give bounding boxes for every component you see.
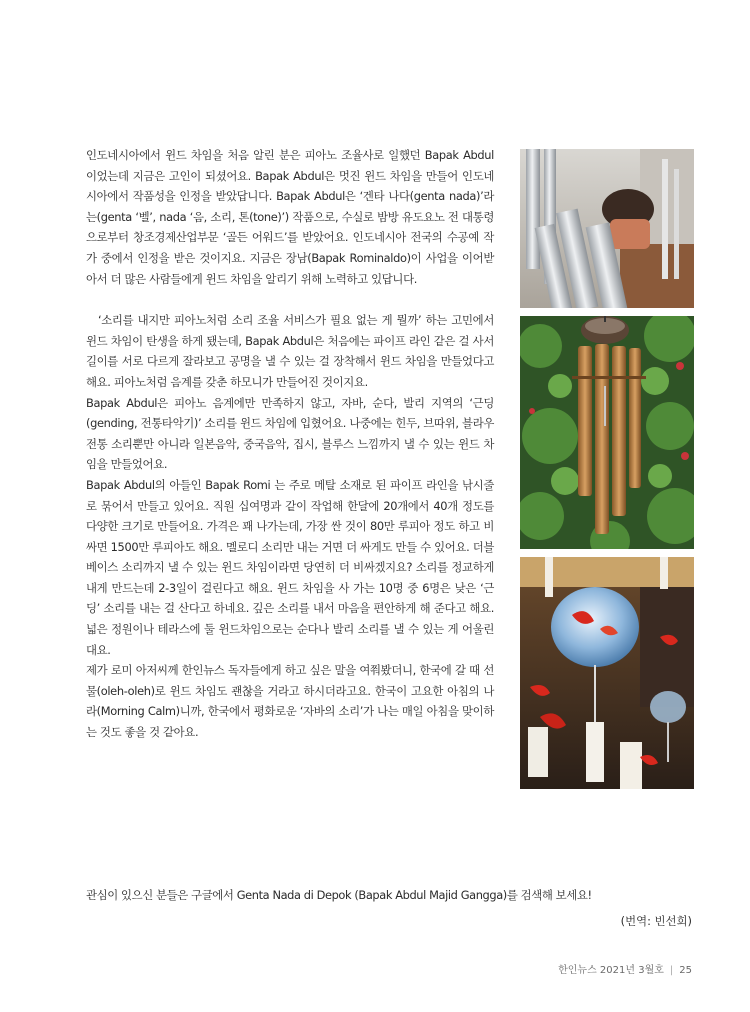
metal-chime-workshop-photo <box>520 149 694 308</box>
page-footer <box>558 961 692 976</box>
paragraph-4: Bapak Abdul의 아들인 Bapak Romi 는 주로 메탈 소재로 된 파이프 라인을 낚시줄로 묶어서 만들고 있어요. 직원 십여명과 같이 작업해 한달에 20개에서 40개 정도를 다양한 크기로 만들어요. 가격은 꽤 나가는데, 가장 싼 것이 80만 루피아 정도 하고 비싸면 1500만 루피아도 해요. 멜로디 소리만 내는 거면 더 싸게도 만들 수 있어요. 더블 베이스 소리까지 낼 수 있는 윈드 차임이라면 당연히 더 비싸겠지요? 소리를 정교하게 내게 만드는데 2-3일이 걸린다고 해요. 윈드 차임을 사 가는 10명 중 6명은 낮은 ‘근딩’ 소리를 내는 걸 산다고 하네요. 깊은 소리를 내서 마음을 편안하게 해 준다고 해요. 넓은 정원이나 테라스에 둘 윈드차임으로는 순다나 발리 소리를 낼 수 있는 게 어울린대요. <box>86 477 494 657</box>
paragraph-2: ‘소리를 내지만 피아노처럼 소리 조율 서비스가 필요 없는 게 뭘까’ 하는 고민에서 윈드 차임이 탄생을 하게 됐는데, Bapak Abdul은 처음에는 파이프 라인 같은 걸 사서 길이를 서로 다르게 잘라보고 공명을 낼 수 있는 걸 장착해서 윈드 차임을 만들었다고 해요. 피아노처럼 음계를 갖춘 하모니가 만들어진 것이지요. <box>86 313 494 389</box>
page-number: 25 <box>679 965 692 976</box>
paragraph-3: Bapak Abdul은 피아노 음계에만 만족하지 않고, 자바, 순다, 발리 지역의 ‘근딩(gending, 전통타악기)’ 소리를 윈드 차임에 입혔어요. 나중에는 힌두, 브따위, 블라우 전통 소리뿐만 아니라 일본음악, 중국음악, 집시, 블루스 느낌까지 낼 수 있는 윈드 차임을 만들었어요. <box>86 395 494 472</box>
publication-name: 한인뉴스 2021년 3월호 <box>558 965 664 976</box>
paragraph-5: 제가 로미 아저씨께 한인뉴스 독자들에게 하고 싶은 말을 여쭤봤더니, 한국에 갈 때 선물(oleh-oleh)로 윈드 차임도 괜찮을 거라고 하시더라고요. 한국이 고요한 아침의 나라(Morning Calm)니까, 한국에서 평화로운 ‘자바의 소리’가 나는 매일 아침을 맞이하는 것도 좋을 것 같아요. <box>86 663 494 740</box>
paragraph-1: 인도네시아에서 윈드 차임을 처음 알린 분은 피아노 조율사로 일했던 Bapak Abdul 이었는데 지금은 고인이 되셨어요. Bapak Abdul은 멋진 윈드 차임을 만들어 인도네시아에서 작품성을 인정을 받았답니다. Bapak Abdul은 ‘겐타 나다(genta nada)’라는(genta ‘벨’, nada ‘음, 소리, 톤(tone)’) 작품으로, 수실로 밤방 유도요노 전 대통령으로부터 창조경제산업부문 ‘골든 어워드’를 받았어요. 인도네시아 전국의 수공예 작가 중에서 인정을 받은 것이지요. 지금은 장남(Bapak Rominaldo)이 사업을 이어받아서 더 많은 사람들에게 윈드 차임을 알리기 위해 노력하고 있답니다. <box>86 148 494 286</box>
bamboo-chime-photo <box>520 316 694 549</box>
translator-credit: (번역: 빈선희) <box>620 914 692 928</box>
glass-furin-chime-photo <box>520 557 694 789</box>
article-body <box>86 145 494 743</box>
closing-line: 관심이 있으신 분들은 구글에서 Genta Nada di Depok (Bapak Abdul Majid Gangga)를 검색해 보세요! <box>86 888 592 902</box>
footer-separator: | <box>669 965 674 976</box>
